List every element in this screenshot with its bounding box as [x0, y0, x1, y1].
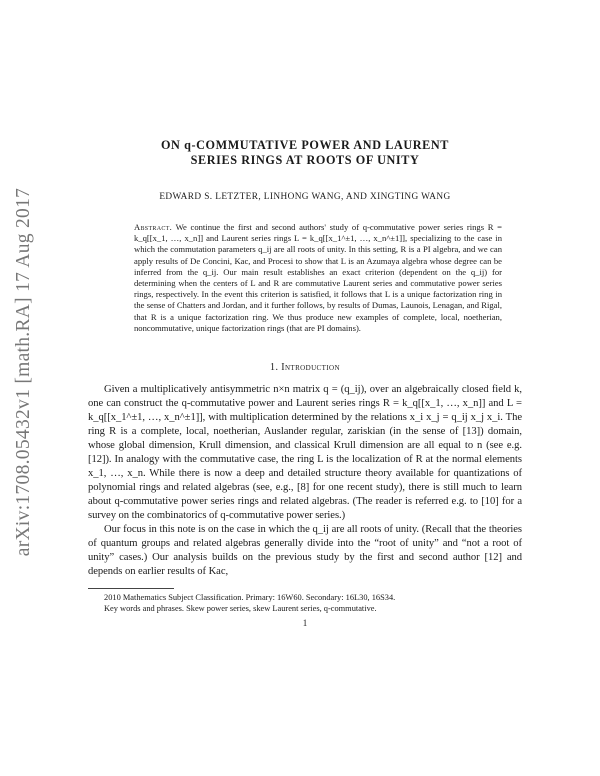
page-number: 1: [302, 618, 308, 629]
body-paragraph-1: Given a multiplicatively antisymmetric n×n matrix q = (q_ij), over an algebraically closed field k, one can construct the q-commutative power and Laurent series rings R = k_q[[x_1, …, x_n]] and L = k_q[[x_1^±1, …, x_n^±1]], with multiplication determined by the relations x_i x_j = q_ij x_j x_i. The ring R is a complete, local, noetherian, Auslander regular, zariskian (in the sense of [13]) domain, whose global dimension, Krull dimension, and classical Krull dimension are all equal to n (see e.g. [12]). In analogy with the commutative case, the ring L is the localization of R at the normal elements x_1, …, x_n. While there is now a deep and detailed structure theory available for quantizations of polynomial rings and related algebras (see, e.g., [8] for one recent study), there is still much to learn about q-commutative power series rings and related algebras. (The reader is referred e.g. to [10] for a survey on the combinatorics of q-commutative power series.): [88, 384, 522, 522]
author-list: EDWARD S. LETZTER, LINHONG WANG, AND XINGTING WANG: [159, 192, 451, 202]
paper-page: [88, 138, 522, 628]
footnote-rule: [88, 588, 174, 589]
abstract-label: Abstract.: [134, 222, 173, 232]
body-paragraph-2: Our focus in this note is on the case in which the q_ij are all roots of unity. (Recall that the theories of quantum groups and related algebras generally divide into the “root of unity” and “not a root of unity” cases.) Our analysis builds on the previous study by the first and second author [12] and depends on earlier results of Kac,: [88, 524, 522, 578]
arxiv-sidebar-stamp: [4, 172, 44, 572]
title-line-1: ON q-COMMUTATIVE POWER AND LAURENT: [160, 138, 450, 152]
section-heading-introduction: 1. Introduction: [270, 362, 340, 374]
abstract: [134, 222, 502, 334]
paper-title: [88, 138, 522, 168]
arxiv-identifier: arXiv:1708.05432v1 [math.RA] 17 Aug 2017: [13, 187, 35, 557]
title-line-2: SERIES RINGS AT ROOTS OF UNITY: [190, 153, 420, 167]
footnote-msc: 2010 Mathematics Subject Classification. Primary: 16W60. Secondary: 16L30, 16S34.: [104, 593, 396, 603]
introduction-body: [88, 383, 522, 579]
abstract-text: We continue the first and second authors' study of q-commutative power series rings R = k_q[[x_1, …, x_n]] and Laurent series rings L = k_q[[x_1^±1, …, x_n^±1]], specializing to the case in which the commutation parameters q_ij are all roots of unity. In this setting, R is a PI algebra, and we can apply results of De Concini, Kac, and Procesi to show that L is an Azumaya algebra whose degree can be inferred from the q_ij. Our main result establishes an exact criterion (dependent on the q_ij) for determining when the centers of L and R are commutative Laurent series and commutative power series rings, respectively. In the event this criterion is satisfied, it follows that L is a unique factorization ring in the sense of Chatters and Jordan, and it further follows, by results of Dumas, Launois, Lenagan, and Rigal, that R is a unique factorization ring. We thus produce new examples of complete, local, noetherian, noncommutative, unique factorization rings (that are PI domains).: [134, 222, 502, 333]
footnote-keywords: Key words and phrases. Skew power series, skew Laurent series, q-commutative.: [104, 604, 377, 614]
footnotes: [88, 592, 522, 614]
